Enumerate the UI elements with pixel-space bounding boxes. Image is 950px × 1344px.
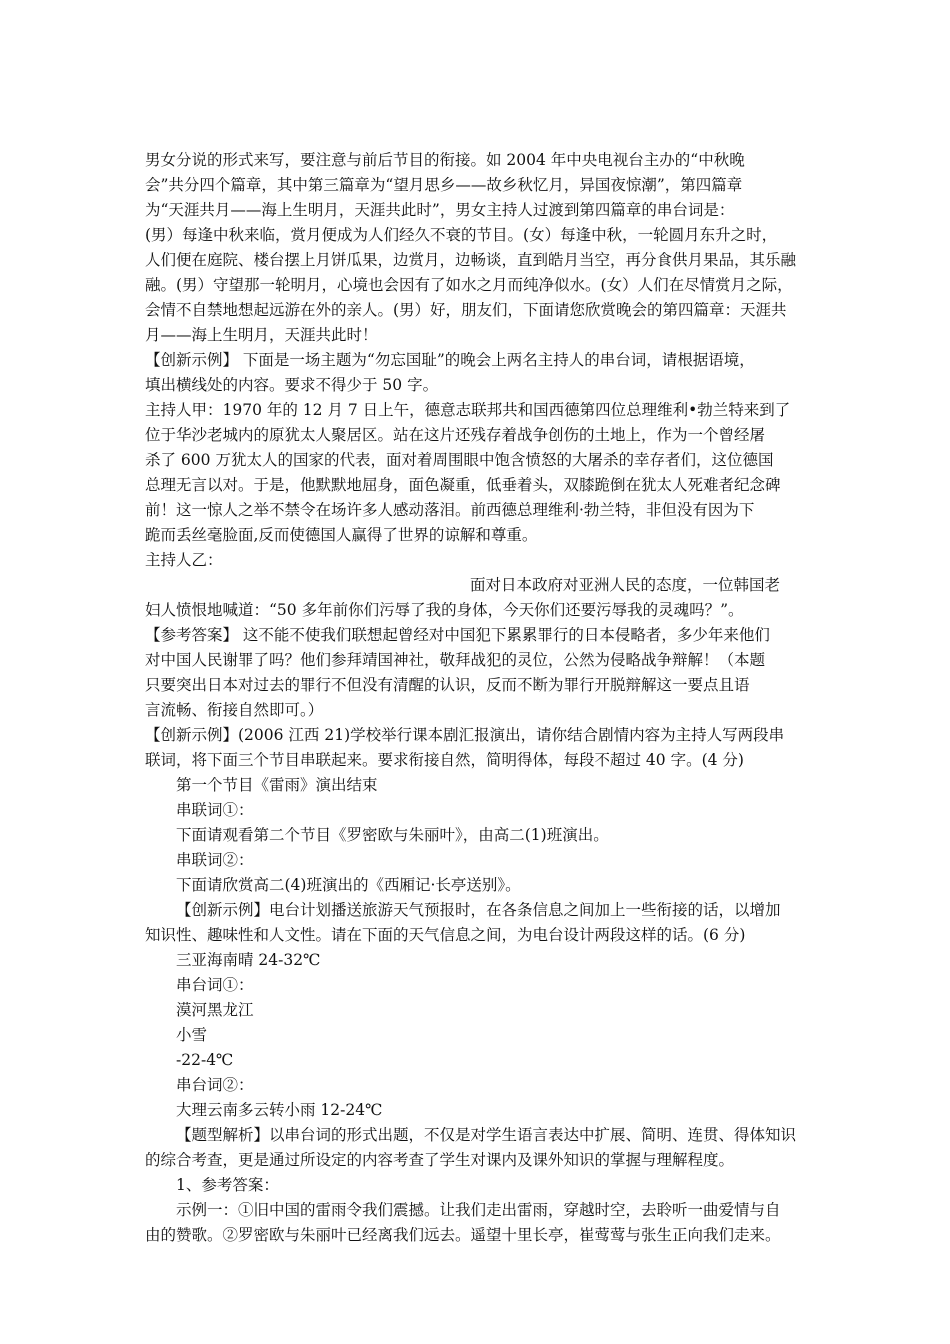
- text-line: 言流畅、衔接自然即可。）: [145, 701, 324, 719]
- text-line: 妇人愤恨地喊道：“50 多年前你们污辱了我的身体，今天你们还要污辱我的灵魂吗？”。: [145, 601, 744, 619]
- text-line: 三亚海南晴 24-32℃: [176, 951, 321, 969]
- text-line: 【题型解析】以串台词的形式出题，不仅是对学生语言表达中扩展、简明、连贯、得体知识: [176, 1126, 797, 1144]
- text-line: 跪而丢丝毫脸面,反而使德国人赢得了世界的谅解和尊重。: [145, 526, 538, 544]
- text-line: 知识性、趣味性和人文性。请在下面的天气信息之间，为电台设计两段这样的话。(6 分): [145, 926, 746, 944]
- text-line: 下面请欣赏高二(4)班演出的《西厢记·长亭送别》。: [176, 876, 521, 894]
- text-line: 会”共分四个篇章，其中第三篇章为“望月思乡——故乡秋忆月，异国夜惊潮”，第四篇章: [145, 176, 743, 194]
- text-line: 杀了 600 万犹太人的国家的代表，面对着周围眼中饱含愤怒的大屠杀的幸存者们，这位德国: [145, 451, 774, 469]
- text-line: 串联词①：: [176, 801, 254, 819]
- text-line: 月——海上生明月，天涯共此时！: [145, 326, 378, 344]
- text-line: 前！这一惊人之举不禁令在场许多人感动落泪。前西德总理维利·勃兰特，非但没有因为下: [145, 501, 755, 519]
- text-line: 男女分说的形式来写，要注意与前后节目的衔接。如 2004 年中央电视台主办的“中秋晚: [145, 151, 745, 169]
- text-line: 为“天涯共月——海上生明月，天涯共此时”，男女主持人过渡到第四篇章的串台词是：: [145, 201, 735, 219]
- text-line: 串联词②：: [176, 851, 254, 869]
- text-line: 填出横线处的内容。要求不得少于 50 字。: [145, 376, 439, 394]
- text-line: 只要突出日本对过去的罪行不但没有清醒的认识，反而不断为罪行开脱辩解这一要点且语: [145, 676, 750, 694]
- text-line: 联词，将下面三个节目串联起来。要求衔接自然，简明得体，每段不超过 40 字。(4 分): [145, 751, 744, 769]
- text-line: 1、参考答案：: [176, 1176, 279, 1194]
- text-line: 对中国人民谢罪了吗？他们参拜靖国神社，敬拜战犯的灵位，公然为侵略战争辩解！（本题: [145, 651, 766, 669]
- text-line: 人们便在庭院、楼台摆上月饼瓜果，边赏月，边畅谈，直到皓月当空，再分食供月果品，其乐融: [145, 251, 797, 269]
- text-line: 小雪: [176, 1026, 208, 1044]
- text-line: 【创新示例】 下面是一场主题为“勿忘国耻”的晚会上两名主持人的串台词，请根据语境，: [145, 351, 755, 369]
- text-line: 位于华沙老城内的原犹太人聚居区。站在这片还残存着战争创伤的土地上，作为一个曾经屠: [145, 426, 766, 444]
- text-line: 面对日本政府对亚洲人民的态度，一位韩国老: [470, 576, 781, 594]
- text-line: 【创新示例】电台计划播送旅游天气预报时，在各条信息之间加上一些衔接的话，以增加: [176, 901, 781, 919]
- text-line: 漠河黑龙江: [176, 1001, 254, 1019]
- text-line: 主持人甲：1970 年的 12 月 7 日上午，德意志联邦共和国西德第四位总理维利•勃兰特来到了: [145, 401, 791, 419]
- text-line: 【参考答案】 这不能不使我们联想起曾经对中国犯下累累罪行的日本侵略者，多少年来他们: [145, 626, 770, 644]
- text-line: (男）每逢中秋来临，赏月便成为人们经久不衰的节目。(女）每逢中秋，一轮圆月东升之时，: [145, 226, 778, 244]
- text-line: 串台词②：: [176, 1076, 254, 1094]
- text-line: 总理无言以对。于是，他默默地屈身，面色凝重，低垂着头，双膝跪倒在犹太人死难者纪念碑: [145, 476, 781, 494]
- text-line: 第一个节目《雷雨》演出结束: [176, 776, 378, 794]
- text-line: 示例一：①旧中国的雷雨令我们震撼。让我们走出雷雨，穿越时空，去聆听一曲爱情与自: [176, 1201, 781, 1219]
- text-line: -22-4℃: [176, 1051, 234, 1069]
- text-line: 大理云南多云转小雨 12-24℃: [176, 1101, 383, 1119]
- text-line: 主持人乙：: [145, 551, 223, 569]
- text-line: 由的赞歌。②罗密欧与朱丽叶已经离我们远去。遥望十里长亭，崔莺莺与张生正向我们走来。: [145, 1226, 781, 1244]
- text-line: 融。(男）守望那一轮明月，心境也会因有了如水之月而纯净似水。(女）人们在尽情赏月之际，: [145, 276, 793, 294]
- text-line: 串台词①：: [176, 976, 254, 994]
- text-line: 下面请观看第二个节目《罗密欧与朱丽叶》，由高二(1)班演出。: [176, 826, 609, 844]
- text-line: 【创新示例】(2006 江西 21)学校举行课本剧汇报演出，请你结合剧情内容为主持人写两段串: [145, 726, 785, 744]
- text-line: 会情不自禁地想起远游在外的亲人。(男）好，朋友们，下面请您欣赏晚会的第四篇章：天涯共: [145, 301, 787, 319]
- text-line: 的综合考查，更是通过所设定的内容考查了学生对课内及课外知识的掌握与理解程度。: [145, 1151, 735, 1169]
